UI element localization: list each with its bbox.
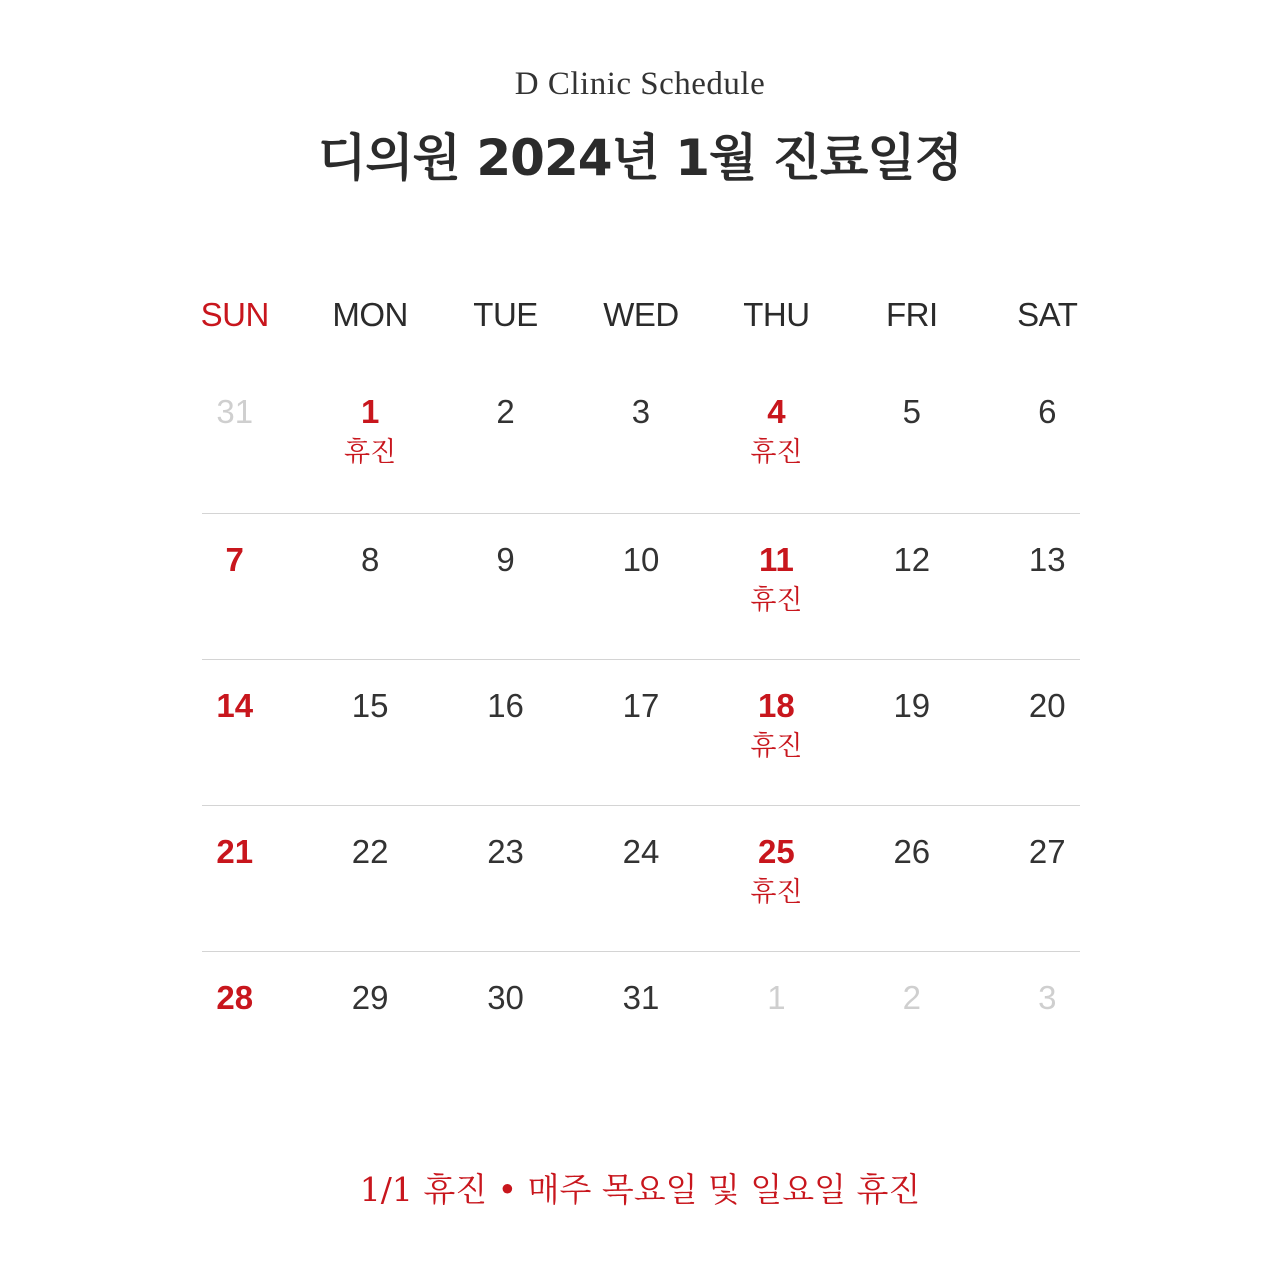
day-number: 31 — [622, 979, 660, 1016]
day-number: 9 — [496, 541, 515, 578]
page-title: 디의원 2024년 1월 진료일정 — [318, 129, 962, 187]
weekday-sun: SUN — [200, 296, 269, 333]
calendar-day-cell — [709, 660, 844, 806]
calendar-day-cell — [438, 952, 573, 1098]
calendar-day-cell — [167, 514, 302, 660]
calendar-day-cell — [980, 952, 1115, 1098]
day-number: 2 — [496, 393, 515, 430]
calendar-week-row — [167, 660, 1115, 806]
calendar-day-cell — [980, 514, 1115, 660]
calendar-day-cell — [844, 952, 979, 1098]
day-number: 29 — [351, 979, 389, 1016]
calendar-day-cell — [844, 388, 979, 514]
day-number: 3 — [631, 393, 651, 430]
day-number: 12 — [893, 541, 931, 578]
day-number: 5 — [902, 393, 921, 430]
closed-day-label: 휴진 — [750, 437, 803, 468]
day-number: 1 — [360, 393, 380, 430]
calendar-day-cell — [844, 660, 979, 806]
calendar-day-cell — [302, 388, 437, 514]
day-number: 11 — [758, 541, 794, 578]
day-number: 1 — [767, 979, 786, 1016]
day-number: 4 — [767, 393, 786, 430]
holiday-notice: 1/1 휴진 • 매주 목요일 및 일요일 휴진 — [359, 1170, 921, 1209]
day-number: 26 — [893, 833, 931, 870]
weekday-thu: THU — [743, 296, 810, 333]
day-number: 15 — [351, 687, 389, 724]
closed-day-label: 휴진 — [750, 585, 803, 616]
calendar-week-row — [167, 388, 1115, 514]
calendar-day-cell — [844, 514, 979, 660]
calendar-day-cell — [167, 806, 302, 952]
calendar-day-cell — [438, 388, 573, 514]
day-number: 3 — [1038, 979, 1057, 1016]
closed-day-label: 휴진 — [750, 731, 803, 762]
day-number: 24 — [622, 833, 660, 870]
calendar-day-cell — [709, 952, 844, 1098]
weekday-header — [167, 290, 1115, 340]
day-number: 8 — [360, 541, 380, 578]
weekday-wed: WED — [603, 296, 679, 333]
day-number: 10 — [622, 541, 660, 578]
calendar-day-cell — [302, 660, 437, 806]
day-number: 23 — [487, 833, 524, 870]
calendar-day-cell — [302, 806, 437, 952]
day-number: 13 — [1028, 541, 1066, 578]
day-number: 31 — [216, 393, 254, 430]
day-number: 21 — [216, 833, 254, 870]
calendar-day-cell — [980, 388, 1115, 514]
calendar-day-cell — [167, 660, 302, 806]
weekday-tue: TUE — [473, 296, 538, 333]
closed-day-label: 휴진 — [750, 877, 803, 908]
calendar-day-cell — [167, 952, 302, 1098]
calendar-week-row — [167, 806, 1115, 952]
calendar-day-cell — [438, 514, 573, 660]
day-number: 2 — [902, 979, 921, 1016]
calendar-day-cell — [302, 952, 437, 1098]
day-number: 7 — [225, 541, 244, 578]
weekday-fri: FRI — [885, 296, 938, 333]
calendar-day-cell — [980, 806, 1115, 952]
day-number: 20 — [1028, 687, 1066, 724]
calendar-day-cell — [438, 660, 573, 806]
day-number: 18 — [758, 687, 795, 724]
closed-day-label: 휴진 — [344, 437, 397, 468]
calendar-week-row — [167, 514, 1115, 660]
calendar-day-cell — [438, 806, 573, 952]
calendar-day-cell — [573, 388, 708, 514]
day-number: 14 — [216, 687, 254, 724]
day-number: 16 — [487, 687, 524, 724]
calendar-day-cell — [980, 660, 1115, 806]
calendar-day-cell — [709, 514, 844, 660]
day-number: 30 — [487, 979, 524, 1016]
calendar-day-cell — [573, 806, 708, 952]
calendar-weeks — [167, 388, 1115, 1098]
weekday-sat: SAT — [1017, 296, 1078, 333]
calendar-day-cell — [167, 388, 302, 514]
day-number: 22 — [351, 833, 389, 870]
calendar-day-cell — [709, 388, 844, 514]
weekday-mon: MON — [332, 296, 408, 333]
calendar-day-cell — [302, 514, 437, 660]
calendar-day-cell — [709, 806, 844, 952]
day-number: 6 — [1038, 393, 1057, 430]
calendar-day-cell — [573, 660, 708, 806]
calendar-day-cell — [573, 514, 708, 660]
calendar — [167, 290, 1115, 1098]
day-number: 19 — [893, 687, 931, 724]
day-number: 17 — [622, 687, 660, 724]
calendar-day-cell — [573, 952, 708, 1098]
day-number: 25 — [758, 833, 795, 870]
clinic-subtitle: D Clinic Schedule — [514, 66, 766, 102]
day-number: 27 — [1028, 833, 1066, 870]
day-number: 28 — [216, 979, 254, 1016]
calendar-day-cell — [844, 806, 979, 952]
calendar-week-row — [167, 952, 1115, 1098]
